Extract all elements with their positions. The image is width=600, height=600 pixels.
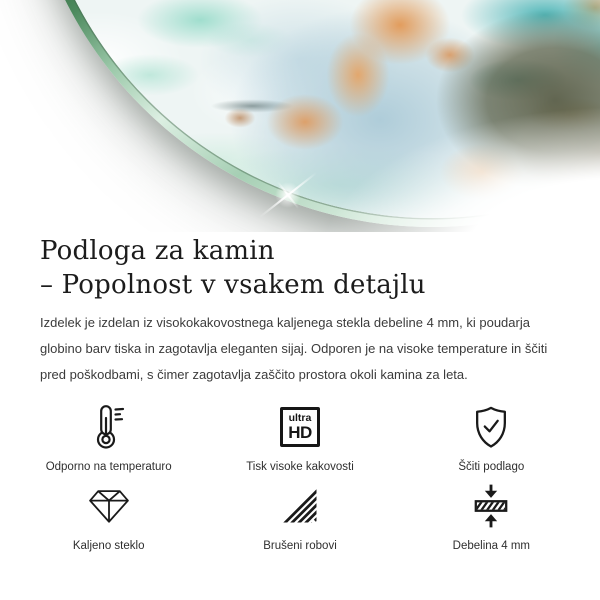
product-title-line2: – Popolnost v vsakem detajlu: [40, 270, 426, 300]
product-title: [40, 234, 560, 302]
product-details: [0, 234, 600, 388]
feature-item-temperature: [13, 402, 204, 473]
feature-label: Kaljeno steklo: [72, 540, 145, 552]
feature-item-print-quality: [204, 402, 395, 473]
diamond-icon: [87, 481, 131, 531]
product-title-line1: Podloga za kamin: [40, 236, 275, 266]
feature-label: Ščiti podlago: [458, 461, 525, 473]
feature-label: Odporno na temperaturo: [45, 461, 172, 473]
glass-disc-edge: [22, 0, 600, 227]
shield-check-icon: [470, 402, 512, 452]
feature-label: Tisk visoke kakovosti: [246, 461, 354, 473]
feature-item-protection: [396, 402, 587, 473]
marble-print: [31, 0, 600, 218]
thickness-icon: [472, 481, 510, 531]
glass-disc: [31, 0, 600, 218]
ultra-hd-icon: ultra HD: [280, 402, 320, 452]
feature-item-tempered-glass: [13, 481, 204, 552]
feature-grid: [13, 402, 587, 552]
product-image: [0, 0, 600, 232]
beveled-edges-icon: [280, 481, 320, 531]
feature-label: Debelina 4 mm: [452, 540, 530, 552]
feature-item-beveled-edges: [204, 481, 395, 552]
feature-item-thickness: [396, 481, 587, 552]
thermometer-icon: [93, 402, 125, 452]
feature-label: Brušeni robovi: [263, 540, 337, 552]
product-description: Izdelek je izdelan iz visokokakovostnega kaljenega stekla debeline 4 mm, ki poudarja globino barv tiska in zagotavlja eleganten sijaj. Odporen je na visoke temperature in ščiti pred poškodbami, s čimer zagotavlja zaščito prostora okoli kamina za leta.: [40, 315, 548, 382]
